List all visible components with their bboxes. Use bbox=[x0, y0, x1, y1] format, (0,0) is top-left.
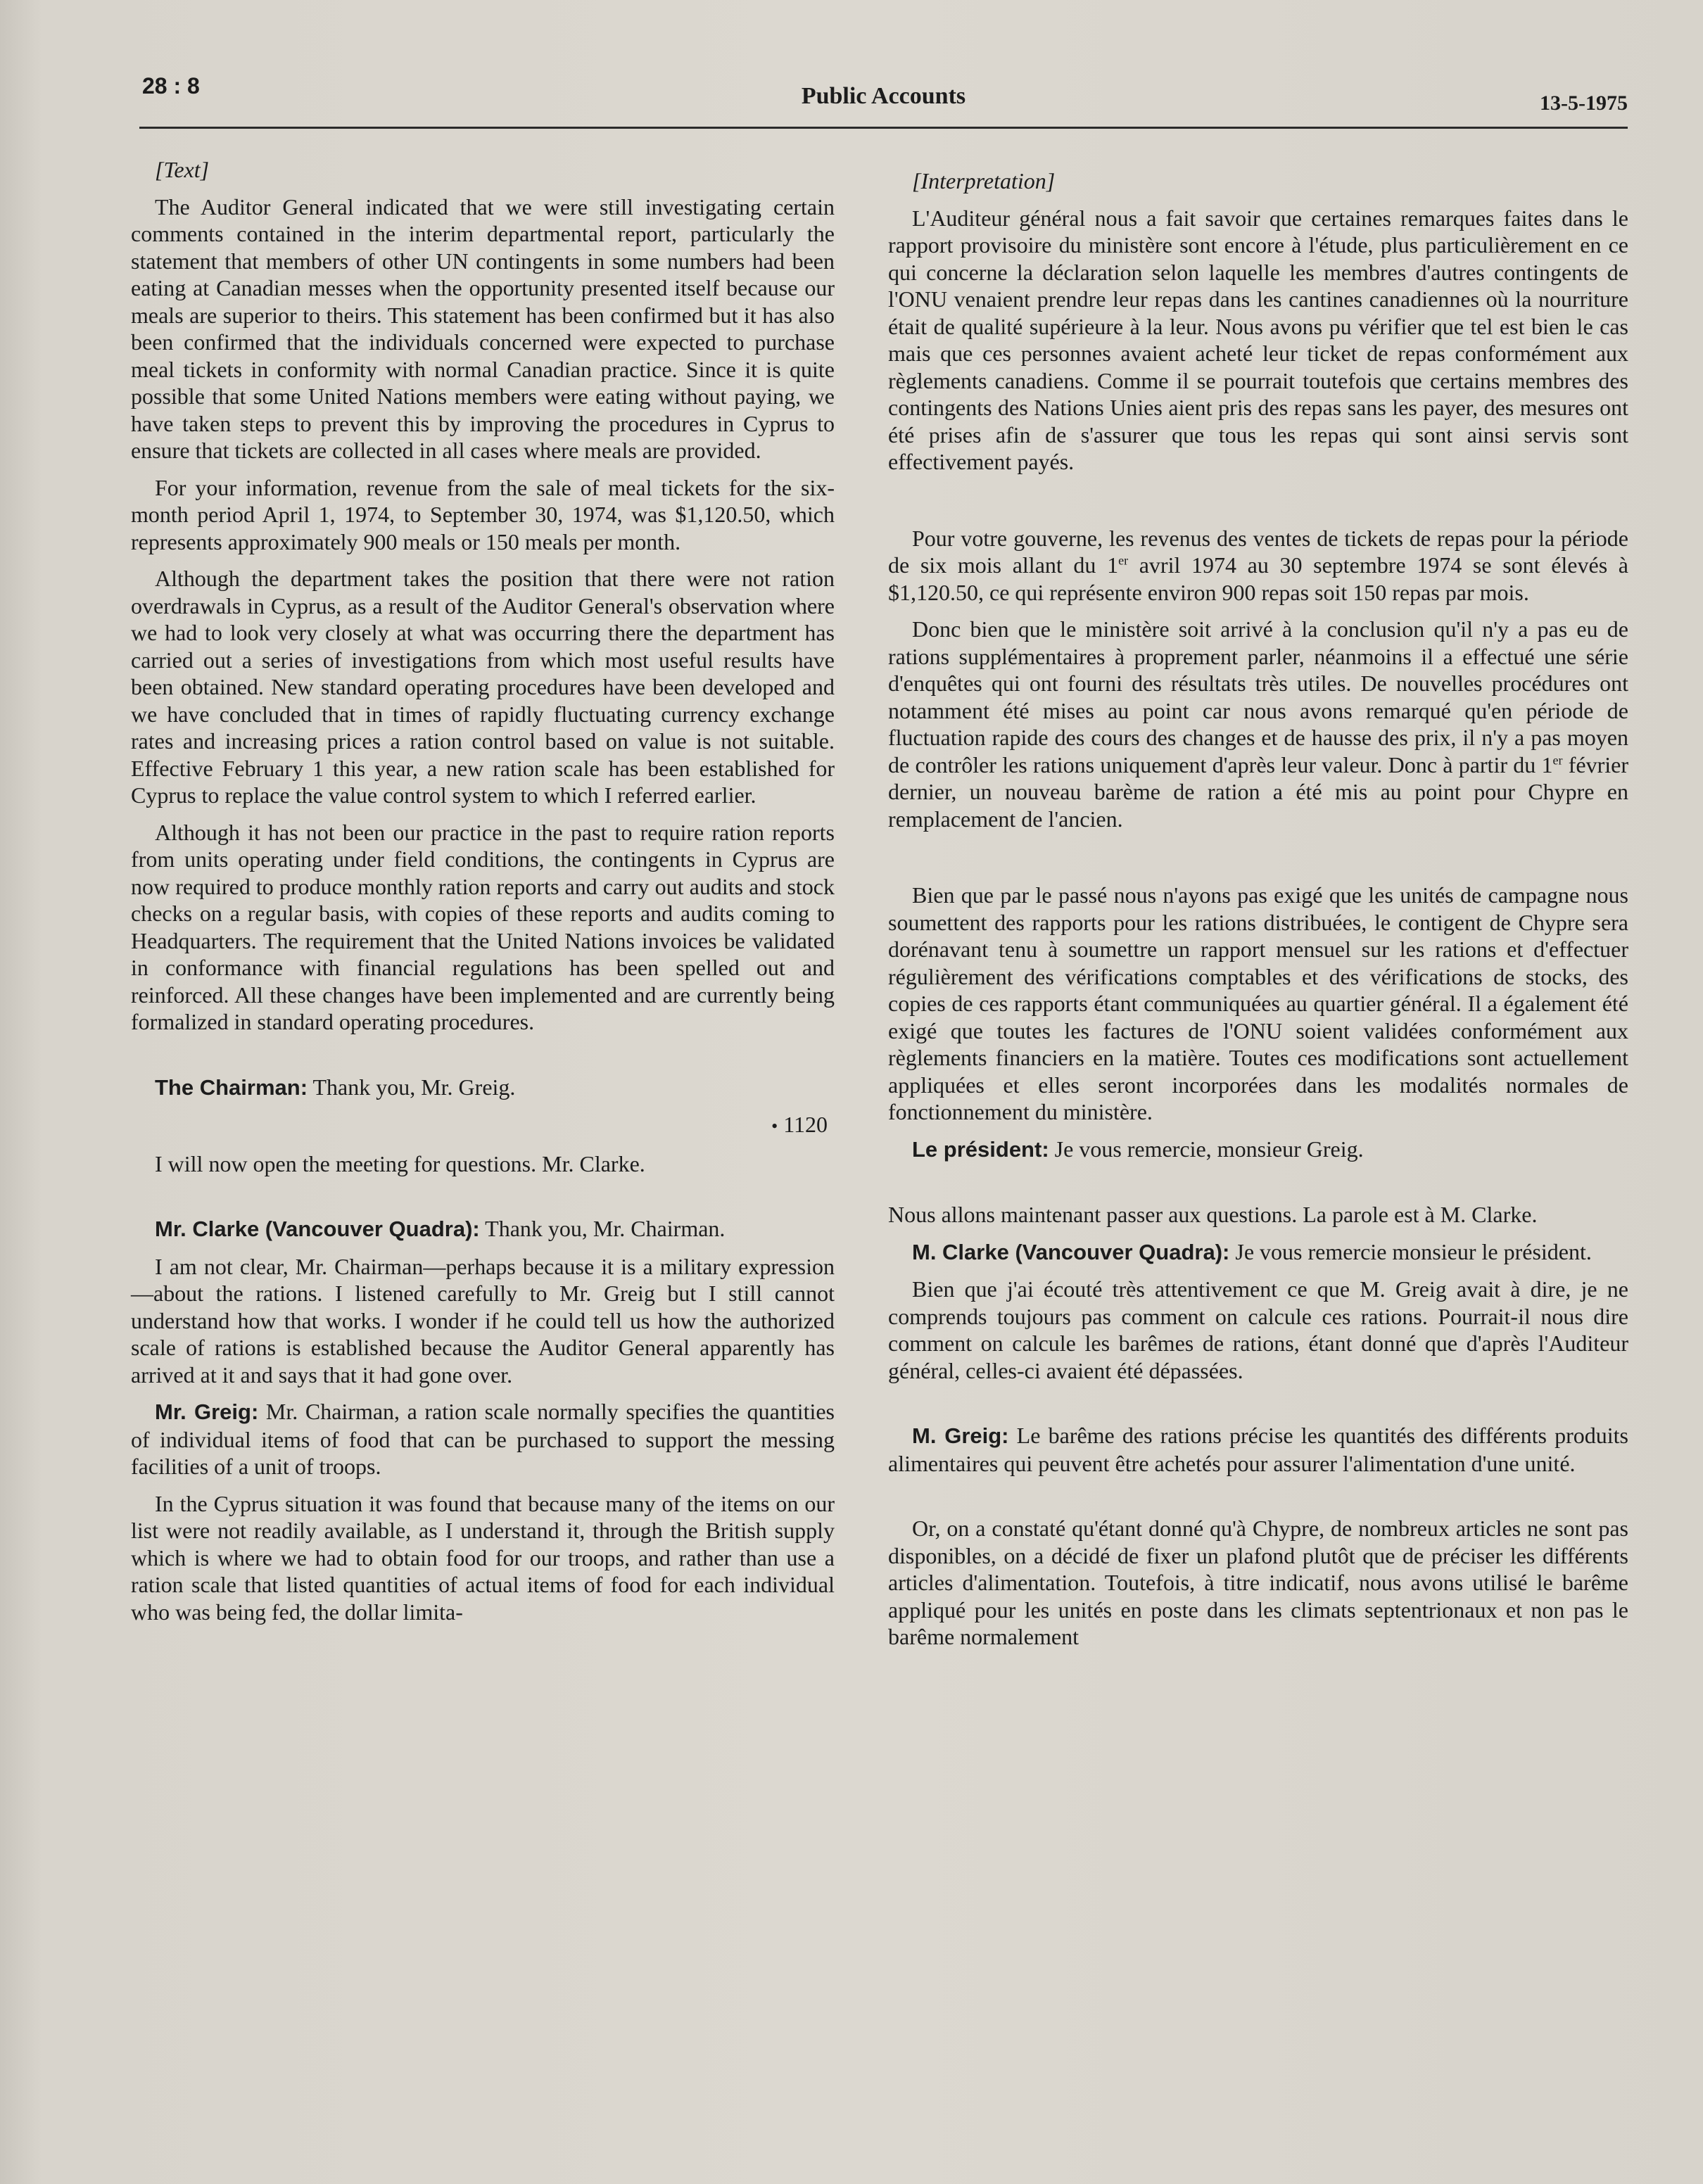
paragraph-text: Donc bien que le ministère soit arrivé à la conclusion qu'il n'y a pas eu de rations supplémentaires à proprement parler, néanmoins il a effectué une série d'enquêtes qui ont fourni des résultats très utiles. De nouvelles procédures ont notamment été mises au point car nous avons remarqué qu'en période de fluctuation rapide des cours des changes et de hausse des prix, il n'y a pas moyen de contrôler les rations uniquement d'après leur valeur. Donc à partir du 1 bbox=[888, 616, 1628, 777]
speaker-name: M. Clarke (Vancouver Quadra): bbox=[912, 1239, 1230, 1264]
paragraph bbox=[888, 616, 1628, 832]
time-marker bbox=[131, 1111, 835, 1141]
paragraph: For your information, revenue from the sale of meal tickets for the six-month period April 1, 1974, to September 30, 1974, was $1,120.50, which represents approximately 900 meals or 150 meals per month. bbox=[131, 474, 835, 554]
paragraph-text: avril 1974 au 30 septembre 1974 se sont élevés à $1,120.50, ce qui représente environ 900 repas soit 150 repas par mois. bbox=[888, 552, 1629, 605]
paragraph: I am not clear, Mr. Chairman—perhaps because it is a military expression—about the rations. I listened carefully to Mr. Greig but I still cannot understand how that works. I wonder if he could tell us how the authorized scale of rations is established because the Auditor General apparently has arrived at it and says that it had gone over. bbox=[131, 1253, 835, 1388]
speaker-paragraph bbox=[131, 1074, 835, 1102]
french-column bbox=[888, 167, 1628, 2011]
speaker-paragraph bbox=[888, 1136, 1628, 1164]
speech-text: Thank you, Mr. Greig. bbox=[312, 1074, 516, 1100]
speech-text: Mr. Chairman, a ration scale normally specifies the quantities of individual items of food that can be purchased to support the messing facilities of a unit of troops. bbox=[131, 1399, 835, 1479]
paragraph: Bien que j'ai écouté très attentivement ce que M. Greig avait à dire, je ne comprends toujours pas comment on calcule ces rations. Pourrait-il nous dire comment on calcule les barêmes de rations, étant donné que d'après l'Auditeur général, celles-ci avaient été dépassées. bbox=[888, 1276, 1628, 1383]
paragraph: In the Cyprus situation it was found that because many of the items on our list were not readily available, as I understand it, through the British supply which is where we had to obtain food for our troops, and rather than use a ration scale that listed quantities of actual items of food for each individual who was being fed, the dollar limita- bbox=[131, 1490, 835, 1625]
speech-text: Le barême des rations précise les quantités des différents produits alimentaires qui peuvent être achetés pour assurer l'alimentation d'une unité. bbox=[888, 1423, 1629, 1476]
speech-text: Thank you, Mr. Chairman. bbox=[485, 1216, 726, 1241]
speaker-name: Mr. Clarke (Vancouver Quadra): bbox=[155, 1217, 480, 1241]
speaker-paragraph bbox=[888, 1422, 1628, 1477]
paragraph: Although the department takes the position that there were not ration overdrawals in Cyprus, as a result of the Auditor General's observation where we had to look very closely at what was occurring there the department has carried out a series of investigations from which most useful results have been obtained. New standard operating procedures have been developed and we have concluded that in times of rapidly fluctuating currency exchange rates and increasing prices a ration control based on value is not suitable. Effective February 1 this year, a new ration scale has been established for Cyprus to replace the value control system to which I referred earlier. bbox=[131, 566, 835, 808]
speech-text: Je vous remercie monsieur le président. bbox=[1235, 1238, 1592, 1264]
column-label: [Text] bbox=[155, 157, 210, 182]
page-header bbox=[139, 70, 1628, 129]
paragraph: L'Auditeur général nous a fait savoir que certaines remarques faites dans le rapport provisoire du ministère sont encore à l'étude, plus particulièrement en ce qui concerne la déclaration selon laquelle les membres d'autres contingents de l'ONU venaient prendre leur repas dans les cantines canadiennes où la nourriture était de qualité supérieure à la leur. Nous avons pu vérifier que tel est bien le cas mais que ces personnes avaient acheté leur ticket de repas conformément aux règlements canadiens. Comme il se pourrait toutefois que certains membres des contingents des Nations Unies aient pris des repas sans les payer, des mesures ont été prises afin de s'assurer que tous les repas qui sont ainsi servis sont effectivement payés. bbox=[888, 205, 1628, 474]
paragraph: Or, on a constaté qu'étant donné qu'à Chypre, de nombreux articles ne sont pas disponibles, on a décidé de fixer un plafond plutôt que de préciser les différents articles d'alimentation. Toutefois, à titre indicatif, nous avons utilisé le barême appliqué pour les unités en poste dans les climats septentrionaux et non pas le barême normalement bbox=[888, 1516, 1628, 1649]
page-date: 13-5-1975 bbox=[1540, 91, 1628, 115]
bullet-icon: • bbox=[771, 1116, 778, 1136]
paragraph: I will now open the meeting for questions. Mr. Clarke. bbox=[155, 1150, 645, 1176]
paragraph-text: Pour votre gouverne, les revenus des ventes de tickets de repas pour la période de six mois allant du 1 bbox=[888, 525, 1628, 578]
speaker-name: M. Greig: bbox=[912, 1423, 1009, 1448]
paragraph bbox=[888, 525, 1628, 607]
superscript: er bbox=[1118, 553, 1129, 568]
time-marker-number: 1120 bbox=[783, 1112, 828, 1137]
paragraph: The Auditor General indicated that we were still investigating certain comments contained in the interim departmental report, particularly the statement that members of other UN contingents in some numbers had been eating at Canadian messes when the opportunity presented itself because our meals are superior to theirs. This statement has been confirmed but it has also been confirmed that the individuals concerned were expected to purchase meal tickets in conformity with normal Canadian practice. Since it is quite possible that some United Nations members were eating without paying, we have taken steps to prevent this by improving the procedures in Cyprus to ensure that tickets are collected in all cases where meals are provided. bbox=[131, 193, 835, 463]
english-column bbox=[131, 156, 835, 2000]
column-label: [Interpretation] bbox=[912, 168, 1056, 193]
speaker-name: The Chairman: bbox=[155, 1074, 308, 1100]
superscript: er bbox=[1552, 752, 1563, 767]
speaker-paragraph bbox=[131, 1215, 835, 1243]
speaker-paragraph bbox=[131, 1398, 835, 1480]
publication-title: Public Accounts bbox=[801, 83, 966, 109]
paragraph-text: février dernier, un nouveau barème de ration a été mis au point pour Chypre en remplacement de l'ancien. bbox=[888, 751, 1629, 832]
speaker-name: Le président: bbox=[912, 1136, 1049, 1162]
speech-text: Je vous remercie, monsieur Greig. bbox=[1054, 1136, 1364, 1162]
page-number: 28 : 8 bbox=[142, 73, 200, 99]
speaker-name: Mr. Greig: bbox=[155, 1399, 259, 1424]
paragraph: Bien que par le passé nous n'ayons pas exigé que les unités de campagne nous soumettent des rapports pour les rations distribuées, le contigent de Chypre sera dorénavant tenu à soumettre un rapport mensuel sur les rations et d'effectuer régulièrement des vérifications comptables et des vérifications de stocks, des copies de ces rapports étant communiquées au quartier général. Il a également été exigé que toutes les factures de l'ONU soient validées conformément aux règlements financiers en la matière. Toutes ces modifications sont actuellement appliquées et elles seront incorporées dans les modalités normales de fonctionnement du ministère. bbox=[888, 882, 1628, 1124]
paragraph: Although it has not been our practice in the past to require ration reports from units operating under field conditions, the contingents in Cyprus are now required to produce monthly ration reports and carry out audits and stock checks on a regular basis, with copies of these reports and audits coming to Headquarters. The requirement that the United Nations invoices be validated in conformance with financial regulations has been spelled out and reinforced. All these changes have been implemented and are currently being formalized in standard operating procedures. bbox=[131, 819, 835, 1034]
paragraph: Nous allons maintenant passer aux questions. La parole est à M. Clarke. bbox=[888, 1202, 1538, 1227]
speaker-paragraph bbox=[888, 1238, 1628, 1266]
